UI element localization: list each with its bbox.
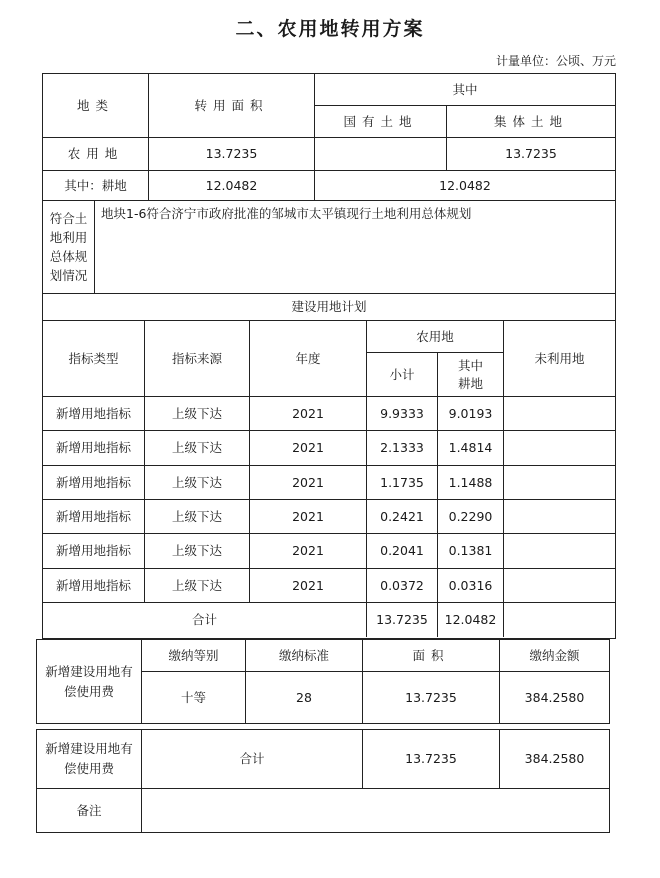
header-among: 其中: [315, 74, 615, 106]
plan-row-type: 新增用地指标: [43, 397, 145, 431]
plan-row-unused: [504, 500, 615, 534]
plan-row-unused: [504, 534, 615, 569]
plan-row-subtotal: 1.1735: [367, 466, 438, 500]
fee-amount: 384.2580: [524, 689, 585, 705]
plan-row-type: 新增用地指标: [43, 534, 145, 569]
plan-row-source: 上级下达: [145, 500, 250, 534]
plan-row-source: 上级下达: [145, 397, 250, 431]
measurement-unit: 计量单位：公顷、万元: [495, 54, 616, 68]
plan-row-source: 上级下达: [145, 534, 250, 569]
plan-row-year: 2021: [250, 500, 367, 534]
fee-total-table: [36, 729, 610, 789]
plan-total-unused: [504, 603, 615, 637]
header-fee-grade: 缴纳等别: [142, 640, 246, 672]
plan-total-label: 合计: [43, 603, 367, 637]
fee-standard: 28: [246, 672, 363, 723]
plan-row-arable: 1.4814: [438, 431, 504, 466]
plan-row-year: 2021: [250, 397, 367, 431]
header-of-which-arable: 其中耕地: [438, 353, 504, 397]
plan-row-type: 新增用地指标: [43, 500, 145, 534]
plan-row-arable: 0.2290: [438, 500, 504, 534]
row-farmland-collective: 13.7235: [447, 138, 615, 171]
plan-row-unused: [504, 466, 615, 500]
header-collective-land: 集体土地: [447, 106, 615, 138]
fee-label: 新增建设用地有偿使用费: [37, 640, 142, 723]
plan-row-subtotal: 2.1333: [367, 431, 438, 466]
fee-area: 13.7235: [363, 672, 500, 723]
plan-row-type: 新增用地指标: [43, 431, 145, 466]
construction-plan-table: [42, 294, 616, 639]
plan-row-subtotal: 0.2421: [367, 500, 438, 534]
header-conversion-area: 转用面积: [149, 74, 315, 138]
header-fee-standard: 缴纳标准: [246, 640, 363, 672]
plan-row-source: 上级下达: [145, 431, 250, 466]
fee-total-label: 新增建设用地有偿使用费: [37, 730, 142, 788]
plan-row-unused: [504, 397, 615, 431]
plan-row-type: 新增用地指标: [43, 569, 145, 603]
plan-row-subtotal: 9.9333: [367, 397, 438, 431]
page-title: 二、农用地转用方案: [235, 18, 425, 40]
plan-row-unused: [504, 569, 615, 603]
fee-total-area: 13.7235: [363, 730, 500, 788]
plan-row-arable: 0.1381: [438, 534, 504, 569]
header-indicator-source: 指标来源: [145, 321, 250, 397]
header-state-land: 国有土地: [315, 106, 447, 138]
header-fee-area: 面积: [363, 640, 500, 672]
row-farmland-area: 13.7235: [149, 138, 315, 171]
plan-row-year: 2021: [250, 569, 367, 603]
plan-row-arable: 9.0193: [438, 397, 504, 431]
plan-row-year: 2021: [250, 466, 367, 500]
header-fee-amount: 缴纳金额: [500, 640, 609, 672]
plan-compliance-text: 地块1-6符合济宁市政府批准的邹城市太平镇现行土地利用总体规划: [101, 206, 472, 221]
remark-label: 备注: [37, 789, 142, 832]
row-arable-collective: 12.0482: [315, 171, 615, 201]
plan-total-subtotal: 13.7235: [367, 603, 438, 637]
plan-heading: 建设用地计划: [43, 294, 615, 321]
header-indicator-type: 指标类型: [43, 321, 145, 397]
fee-grade: 十等: [142, 672, 246, 723]
header-subtotal: 小计: [367, 353, 438, 397]
plan-row-unused: [504, 431, 615, 466]
header-unused-land: 未利用地: [504, 321, 615, 397]
header-land-type: 地类: [43, 74, 149, 138]
fee-total-amount: 384.2580: [524, 751, 585, 766]
fee-total-heading: 合计: [142, 730, 363, 788]
plan-row-source: 上级下达: [145, 569, 250, 603]
remark-table: [36, 789, 610, 833]
row-farmland-state: [315, 138, 447, 171]
plan-row-type: 新增用地指标: [43, 466, 145, 500]
header-farmland: 农用地: [367, 321, 504, 353]
land-type-table: [42, 73, 616, 294]
remark-value: [142, 789, 609, 832]
row-farmland-label: 农用地: [43, 138, 149, 171]
plan-row-subtotal: 0.2041: [367, 534, 438, 569]
plan-total-arable: 12.0482: [438, 603, 504, 637]
plan-row-year: 2021: [250, 534, 367, 569]
plan-row-arable: 1.1488: [438, 466, 504, 500]
row-arable-label: 其中：耕地: [43, 171, 149, 201]
plan-row-arable: 0.0316: [438, 569, 504, 603]
header-year: 年度: [250, 321, 367, 397]
compensation-fee-table: [36, 639, 610, 724]
plan-row-source: 上级下达: [145, 466, 250, 500]
plan-row-year: 2021: [250, 431, 367, 466]
row-arable-area: 12.0482: [149, 171, 315, 201]
plan-row-subtotal: 0.0372: [367, 569, 438, 603]
plan-compliance-label: 符合土地利用总体规划情况: [43, 201, 95, 293]
